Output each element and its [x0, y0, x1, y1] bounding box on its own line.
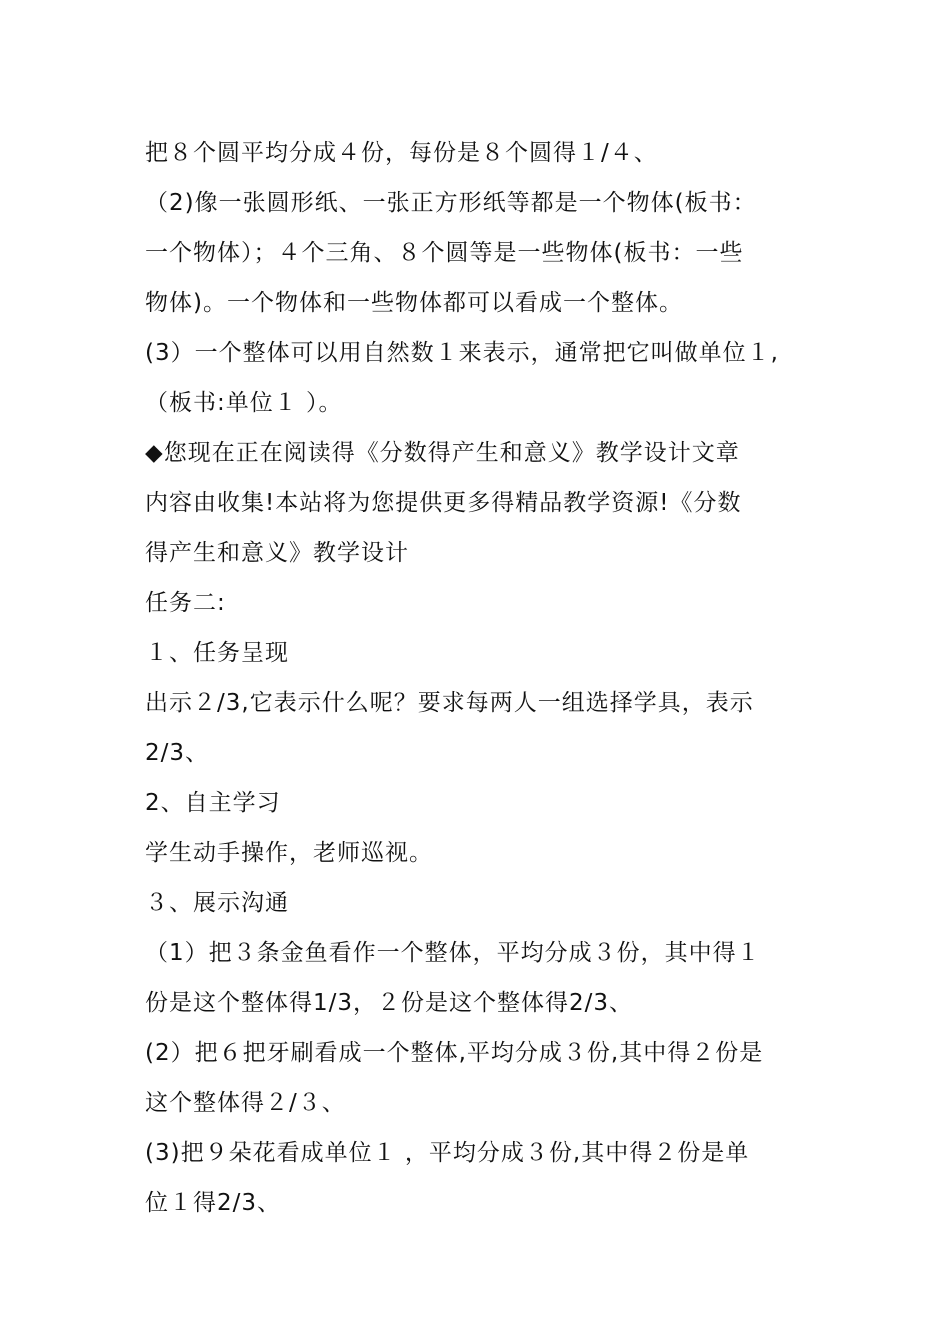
text-line: (2）把６把牙刷看成一个整体,平均分成３份,其中得２份是 — [145, 1040, 764, 1066]
text-line: (3）一个整体可以用自然数１来表示，通常把它叫做单位１, — [145, 340, 779, 366]
text-line: (3)把９朵花看成单位１ ，平均分成３份,其中得２份是单 — [145, 1140, 750, 1166]
text-line: 学生动手操作，老师巡视。 — [145, 840, 433, 866]
text-line: 把８个圆平均分成４份，每份是８个圆得１/４、 — [145, 140, 658, 166]
text-line: （板书:单位１ ）。 — [145, 390, 343, 416]
text-line: １、任务呈现 — [145, 640, 289, 666]
text-line: 位１得2/3、 — [145, 1190, 282, 1216]
text-line: ◆您现在正在阅读得《分数得产生和意义》教学设计文章 — [145, 440, 740, 466]
text-line: ３、展示沟通 — [145, 890, 289, 916]
text-line: 这个整体得２/３、 — [145, 1090, 346, 1116]
text-line: 出示２/3,它表示什么呢？要求每两人一组选择学具，表示 — [145, 690, 754, 716]
text-line: 内容由收集!本站将为您提供更多得精品教学资源!《分数 — [145, 490, 742, 516]
text-line: （2)像一张圆形纸、一张正方形纸等都是一个物体(板书： — [145, 190, 757, 216]
section-heading: 任务二: — [145, 590, 226, 616]
text-line: 2/3、 — [145, 740, 210, 766]
text-line: 一个物体）；４个三角、８个圆等是一些物体(板书：一些 — [145, 240, 744, 266]
text-line: 2、自主学习 — [145, 790, 281, 816]
text-line: （1）把３条金鱼看作一个整体，平均分成３份，其中得１ — [145, 940, 761, 966]
text-line: 物体)。一个物体和一些物体都可以看成一个整体。 — [145, 290, 683, 316]
text-line: 得产生和意义》教学设计 — [145, 540, 409, 566]
document-body — [145, 128, 825, 1228]
text-line: 份是这个整体得1/3，２份是这个整体得2/3、 — [145, 990, 634, 1016]
